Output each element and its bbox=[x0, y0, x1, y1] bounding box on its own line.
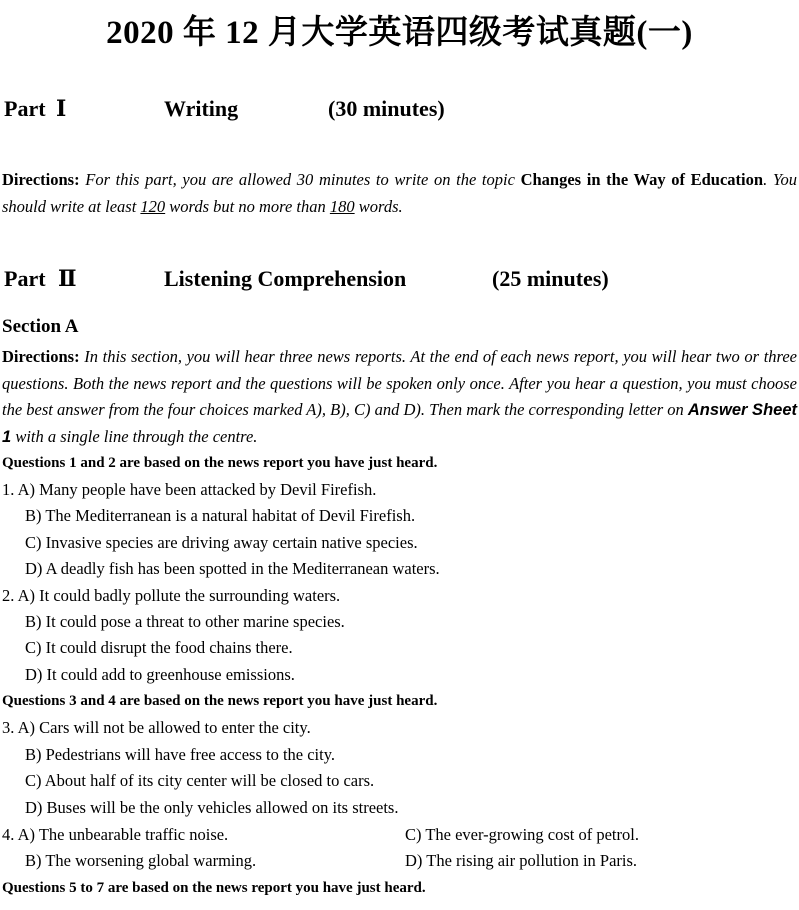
question-3-option-d: D) Buses will be the only vehicles allowed on its streets. bbox=[25, 798, 399, 817]
question-3-option-c: C) About half of its city center will be closed to cars. bbox=[25, 771, 375, 790]
essay-topic: Changes in the Way of Education bbox=[520, 170, 764, 189]
max-words: 180 bbox=[329, 197, 355, 216]
part-2-directions bbox=[2, 344, 797, 450]
part-time: (30 minutes) bbox=[328, 96, 445, 121]
question-4-option-a: 4. A) The unbearable traffic noise. bbox=[2, 825, 229, 844]
question-2-option-d: D) It could add to greenhouse emissions. bbox=[25, 665, 295, 684]
question-4-option-d: D) The rising air pollution in Paris. bbox=[405, 851, 638, 870]
question-2-option-c: C) It could disrupt the food chains there. bbox=[25, 638, 293, 657]
directions-text: words. bbox=[354, 197, 403, 216]
question-1-option-c: C) Invasive species are driving away certain native species. bbox=[25, 533, 418, 552]
part-time: (25 minutes) bbox=[492, 266, 609, 291]
question-4-option-b: B) The worsening global warming. bbox=[25, 851, 257, 870]
directions-text: In this section, you will hear three news reports. At the end of each news report, you will hear two or three questions. Both the news report and the questions will be spoken only once. After you hear a question, you must choose the best answer from the four choices marked A), B), C) and D). Then mark the corresponding letter on bbox=[2, 347, 797, 420]
question-3-option-b: B) Pedestrians will have free access to the city. bbox=[25, 745, 336, 764]
part-label: Part bbox=[4, 96, 46, 121]
question-4-option-c: C) The ever-growing cost of petrol. bbox=[405, 825, 639, 844]
directions-label: Directions: bbox=[2, 347, 80, 366]
part-title: Writing bbox=[164, 96, 239, 121]
directions-text: . You should write at least bbox=[2, 170, 797, 216]
part-number: Ⅰ bbox=[56, 96, 67, 121]
question-group-heading: Questions 5 to 7 are based on the news report you have just heard. bbox=[2, 880, 426, 896]
question-1-option-d: D) A deadly fish has been spotted in the Mediterranean waters. bbox=[25, 559, 440, 578]
question-3-option-a: 3. A) Cars will not be allowed to enter the city. bbox=[2, 718, 311, 737]
part-title: Listening Comprehension bbox=[164, 266, 407, 291]
directions-label: Directions: bbox=[2, 170, 80, 189]
question-group-heading: Questions 3 and 4 are based on the news report you have just heard. bbox=[2, 693, 438, 709]
question-2-option-b: B) It could pose a threat to other marine species. bbox=[25, 612, 345, 631]
page-title: 2020 年 12 月大学英语四级考试真题(一) bbox=[106, 15, 693, 51]
directions-text: For this part, you are allowed 30 minutes to write on the topic bbox=[79, 170, 521, 189]
question-1-option-b: B) The Mediterranean is a natural habitat of Devil Firefish. bbox=[25, 506, 416, 525]
question-1-option-a: 1. A) Many people have been attacked by Devil Firefish. bbox=[2, 480, 377, 499]
directions-text: words but no more than bbox=[165, 197, 330, 216]
part-number: Ⅱ bbox=[58, 266, 77, 291]
question-group-heading: Questions 1 and 2 are based on the news report you have just heard. bbox=[2, 455, 438, 471]
answer-sheet-label: Answer Sheet 1 bbox=[2, 401, 797, 446]
part-1-directions bbox=[2, 166, 797, 220]
min-words: 120 bbox=[140, 197, 166, 216]
question-2-option-a: 2. A) It could badly pollute the surrounding waters. bbox=[2, 586, 341, 605]
section-a-title: Section A bbox=[2, 316, 79, 337]
part-label: Part bbox=[4, 266, 46, 291]
directions-text: with a single line through the centre. bbox=[11, 426, 258, 446]
